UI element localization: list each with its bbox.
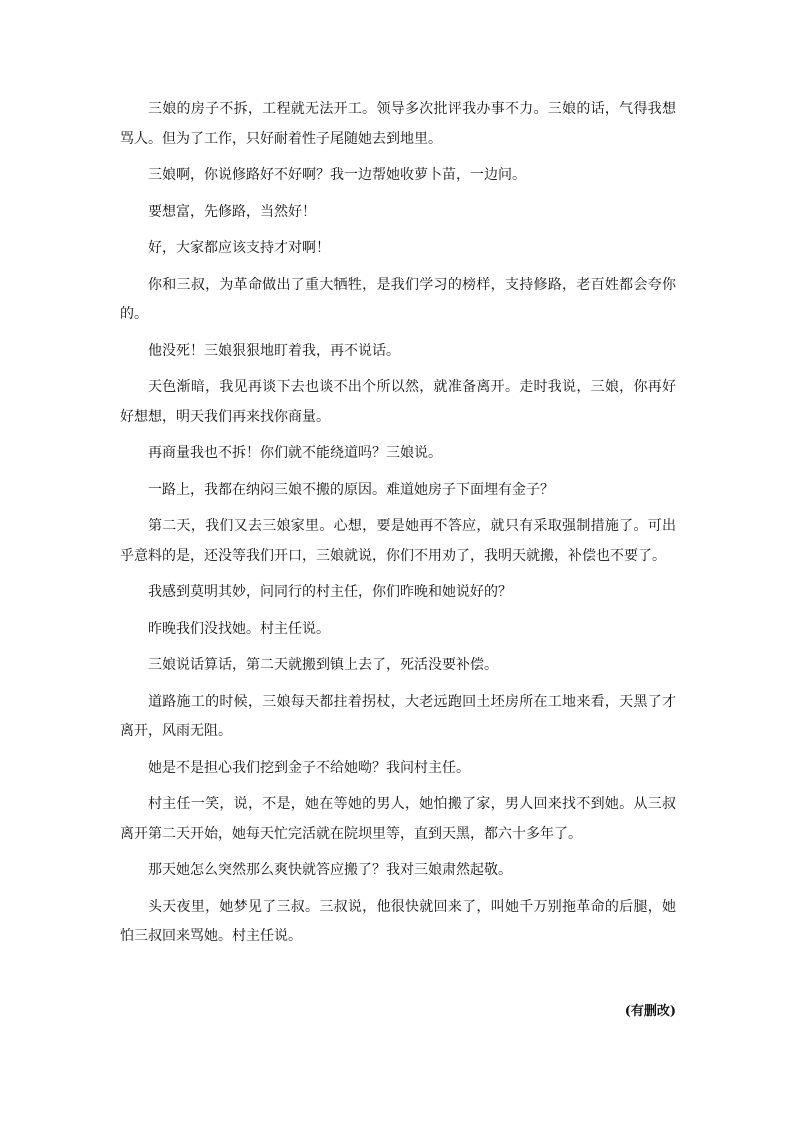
paragraph-8: 再商量我也不拆！你们就不能绕道吗？三娘说。	[148, 445, 442, 461]
paragraph-9: 一路上，我都在纳闷三娘不搬的原因。难道她房子下面埋有金子？	[148, 481, 554, 498]
paragraph-17: 那天她怎么突然那么爽快就答应搬了？我对三娘肃然起敬。	[148, 862, 512, 878]
paragraph-18: 头天夜里，她梦见了三叔。三叔说，他很快就回来了，叫她千万别拖革命的后腿，她怕三叔回来骂她。村主任说。	[120, 898, 676, 944]
paragraph-6: 他没死！三娘狠狠地盯着我，再不说话。	[148, 342, 400, 359]
paragraph-2: 三娘啊，你说修路好不好啊？我一边帮她收萝卜苗，一边问。	[148, 167, 526, 183]
paragraph-1: 三娘的房子不拆，工程就无法开工。领导多次批评我办事不力。三娘的话，气得我想骂人。但为了工作，只好耐着性子尾随她去到地里。	[120, 101, 676, 147]
paragraph-15: 她是不是担心我们挖到金子不给她呦？我问村主任。	[148, 759, 470, 776]
paragraph-10: 第二天，我们又去三娘家里。心想，要是她再不答应，就只有采取强制措施了。可出乎意料的是，还没等我们开口，三娘就说，你们不用劝了，我明天就搬，补偿也不要了。	[120, 518, 676, 564]
paragraph-4: 好，大家都应该支持才对啊！	[148, 240, 330, 256]
paragraph-16: 村主任一笑，说，不是，她在等她的男人，她怕搬了家，男人回来找不到她。从三叔离开第二天开始，她每天忙完活就在院坝里等，直到天黑，都六十多年了。	[120, 796, 676, 842]
paragraph-14: 道路施工的时候，三娘每天都拄着拐杖，大老远跑回土坯房所在工地来看，天黑了才离开，风雨无阻。	[120, 693, 676, 739]
paragraph-12: 昨晚我们没找她。村主任说。	[148, 620, 330, 637]
paragraph-3: 要想富，先修路，当然好！	[148, 203, 316, 220]
source-note: (有删改)	[624, 1004, 676, 1019]
article-body	[120, 95, 676, 959]
paragraph-7: 天色渐暗，我见再谈下去也谈不出个所以然，就准备离开。走时我说，三娘，你再好好想想，明天我们再来找你商量。	[120, 379, 676, 425]
paragraph-11: 我感到莫明其妙，问同行的村主任，你们昨晚和她说好的？	[148, 584, 512, 600]
paragraph-5: 你和三叔，为革命做出了重大牺牲，是我们学习的榜样，支持修路，老百姓都会夸你的。	[120, 276, 676, 322]
paragraph-13: 三娘说话算话，第二天就搬到镇上去了，死活没要补偿。	[148, 657, 498, 673]
